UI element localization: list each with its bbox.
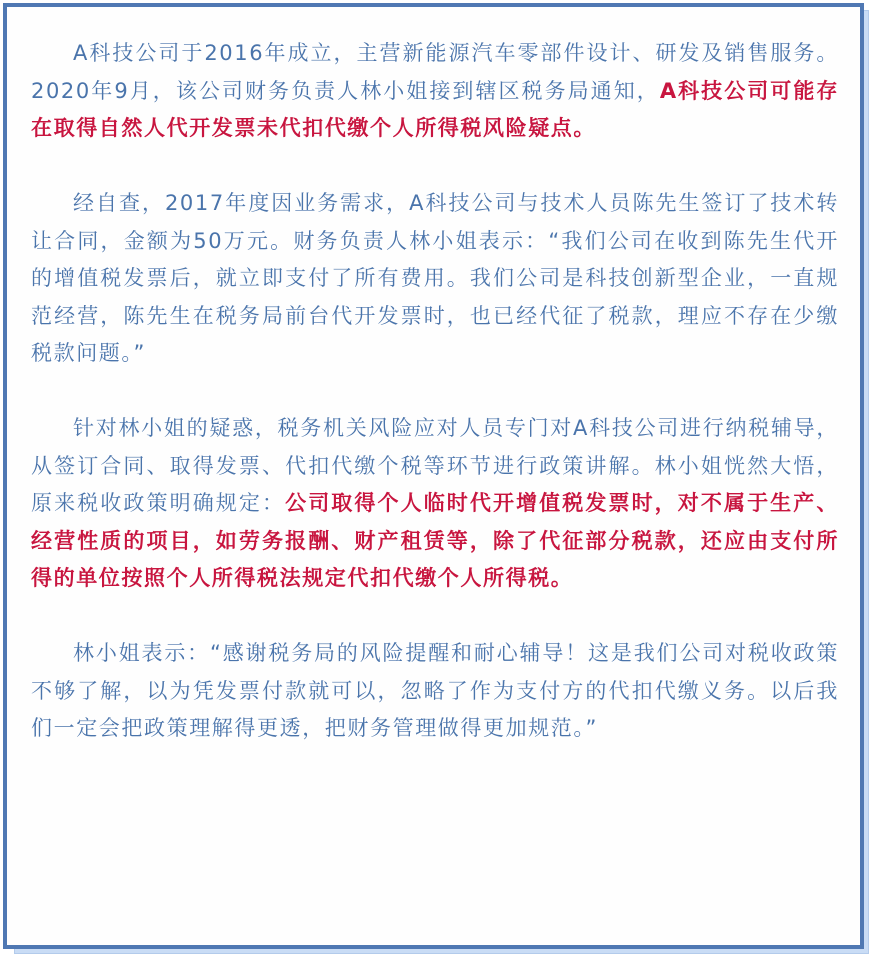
paragraph-text: 林小姐表示：“感谢税务局的风险提醒和耐心辅导！这是我们公司对税收政策不够了解，以为凭发票付款就可以，忽略了作为支付方的代扣代缴义务。以后我们一定会把政策理解得更透，把财务管理做得更加规范。” (31, 641, 839, 740)
paragraph-text: 针对林小姐的疑惑，税务机关风险应对人员专门对A科技公司进行纳税辅导，从签订合同、取得发票、代扣代缴个税等环节进行政策讲解。林小姐恍然大悟，原来税收政策明确规定： (31, 416, 839, 515)
paragraph-self-check (31, 185, 839, 373)
paragraph-tax-guidance (31, 410, 839, 598)
paragraph-closing-quote (31, 635, 839, 748)
paragraph-company-intro (31, 35, 839, 148)
paragraph-text: A科技公司于2016年成立，主营新能源汽车零部件设计、研发及销售服务。2020年9月，该公司财务负责人林小姐接到辖区税务局通知， (31, 41, 839, 103)
article-body (31, 35, 839, 748)
article-card (3, 3, 864, 949)
paragraph-text: 经自查，2017年度因业务需求，A科技公司与技术人员陈先生签订了技术转让合同，金额为50万元。财务负责人林小姐表示：“我们公司在收到陈先生代开的增值税发票后，就立即支付了所有费用。我们公司是科技创新型企业，一直规范经营，陈先生在税务局前台代开发票时，也已经代征了税款，理应不存在少缴税款问题。” (31, 191, 839, 365)
risk-notice-highlight: A科技公司可能存在取得自然人代开发票未代扣代缴个人所得税风险疑点。 (31, 78, 839, 140)
policy-rule-highlight: 公司取得个人临时代开增值税发票时，对不属于生产、经营性质的项目，如劳务报酬、财产租赁等，除了代征部分税款，还应由支付所得的单位按照个人所得税法规定代扣代缴个人所得税。 (31, 491, 839, 590)
